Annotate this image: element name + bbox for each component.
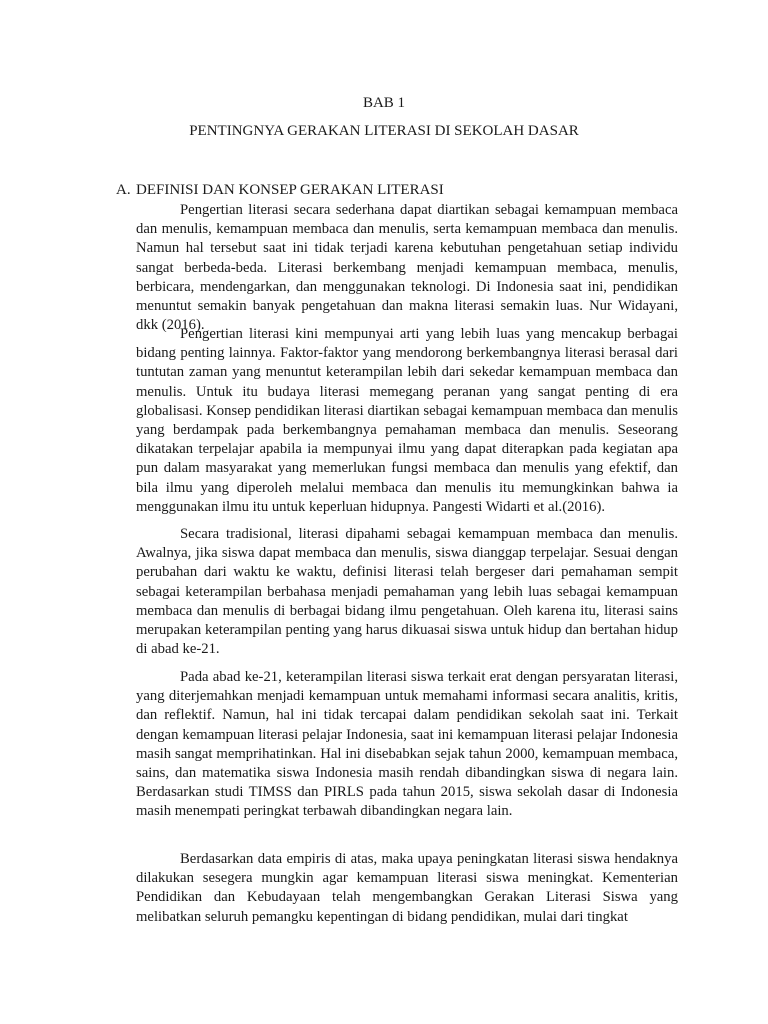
paragraph-block (136, 325, 678, 517)
section-heading (116, 181, 676, 200)
chapter-title: PENTINGNYA GERAKAN LITERASI DI SEKOLAH DASAR (189, 123, 579, 139)
chapter-number: BAB 1 (362, 95, 406, 111)
paragraph-block (136, 668, 678, 822)
paragraph: Pengertian literasi secara sederhana dapat diartikan sebagai kemampuan membaca dan menulis, kemampuan membaca dan menulis, serta kemampuan membaca dan menulis. Namun hal tersebut saat ini tidak terjadi karena kebutuhan pengetahuan setiap individu sangat berbeda-beda. Literasi berkembang menjadi kemampuan membaca, menulis, berbicara, mendengarkan, dan menggunakan teknologi. Di Indonesia saat ini, pendidikan menuntut semakin banyak pengetahuan dan makna literasi semakin luas. Nur Widayani, dkk (2016). (136, 202, 678, 334)
paragraph: Berdasarkan data empiris di atas, maka upaya peningkatan literasi siswa hendaknya dilakukan sesegera mungkin agar kemampuan literasi siswa meningkat. Kementerian Pendidikan dan Kebudayaan telah mengembangkan Gerakan Literasi Siswa yang melibatkan seluruh pemangku kepentingan di bidang pendidikan, mulai dari tingkat (136, 851, 678, 925)
paragraph-block (136, 525, 678, 659)
paragraph-block (136, 201, 678, 335)
paragraph-block (136, 850, 678, 927)
section-marker: A. (116, 182, 131, 198)
section-title: DEFINISI DAN KONSEP GERAKAN LITERASI (136, 182, 444, 198)
paragraph: Secara tradisional, literasi dipahami sebagai kemampuan membaca dan menulis. Awalnya, jika siswa dapat membaca dan menulis, siswa dianggap terpelajar. Sesuai dengan perubahan dari waktu ke waktu, definisi literasi telah bergeser dari pemahaman sempit sebagai keterampilan berbahasa menjadi pemahaman yang lebih luas sebagai kemampuan membaca dan menulis di berbagai bidang ilmu pengetahuan. Oleh karena itu, literasi sains merupakan keterampilan penting yang harus dikuasai siswa untuk hidup dan bertahan hidup di abad ke-21. (136, 526, 678, 658)
paragraph: Pada abad ke-21, keterampilan literasi siswa terkait erat dengan persyaratan literasi, yang diterjemahkan menjadi kemampuan untuk memahami informasi secara analitis, kritis, dan reflektif. Namun, hal ini tidak tercapai dalam pendidikan sekolah saat ini. Terkait dengan kemampuan literasi pelajar Indonesia, saat ini kemampuan literasi pelajar Indonesia masih sangat memprihatinkan. Hal ini disebabkan sejak tahun 2000, kemampuan membaca, sains, dan matematika siswa Indonesia masih rendah dibandingkan siswa di negara lain. Berdasarkan studi TIMSS dan PIRLS pada tahun 2015, siswa sekolah dasar di Indonesia masih menempati peringkat terbawah dibandingkan negara lain. (136, 669, 678, 820)
paragraph: Pengertian literasi kini mempunyai arti yang lebih luas yang mencakup berbagai bidang penting lainnya. Faktor-faktor yang mendorong berkembangnya literasi berasal dari tuntutan zaman yang menuntut keterampilan lebih dari sekedar kemampuan membaca dan menulis. Untuk itu budaya literasi memegang peranan yang sangat penting di era globalisasi. Konsep pendidikan literasi diartikan sebagai kemampuan membaca dan menulis yang berdampak pada berkembangnya pemahaman membaca dan menulis. Seseorang dikatakan terpelajar apabila ia mempunyai ilmu yang dapat diterapkan pada kegiatan apa pun dalam masyarakat yang memerlukan fungsi membaca dan menulis yang efektif, dan bila ilmu yang diperoleh melalui membaca dan menulis itu memungkinkan bahwa ia menggunakan ilmu itu untuk keperluan hidupnya. Pangesti Widarti et al.(2016). (136, 326, 678, 515)
